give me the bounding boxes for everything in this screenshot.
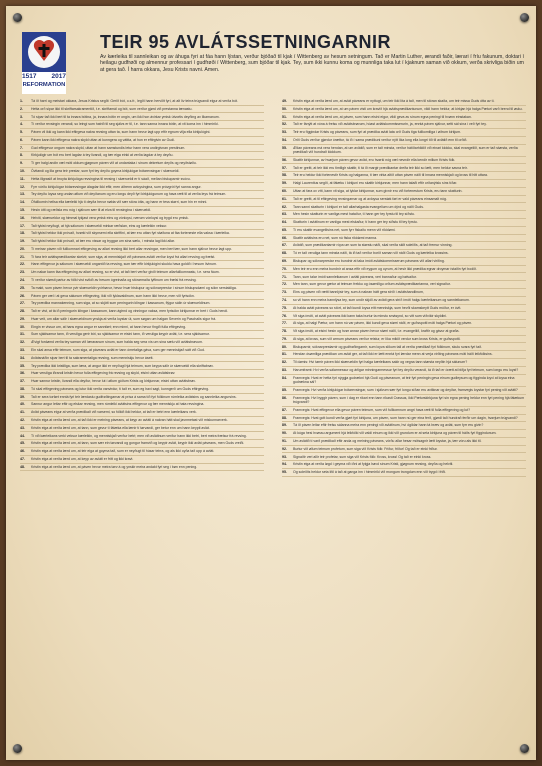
thesis-item [20, 356, 264, 363]
thesis-text: Signaðir veri allir teir profetar, sum siga við Krists fólk: Kross, kross! Og tað er einki kross. [293, 454, 432, 459]
thesis-text: Kristin eiga at verða lærd um, at teir eiga at goyma tað, sum er neyðugt til húsar teirra, og als ikki oyða tað upp á avlát. [31, 449, 215, 454]
thesis-item [282, 189, 526, 196]
thesis-item [20, 457, 264, 464]
thesis-number: 34. [20, 355, 25, 360]
thesis-number: 67. [282, 243, 287, 248]
thesis-number: 81. [282, 352, 287, 357]
thesis-text: Tað tykist heldur ikki próvað, hvørki við skynsemi ella skriftini, at tær eru uttan fyri støðuna at fáa forteneste ella vaksa í kærleika. [31, 231, 230, 236]
thesis-item [20, 130, 264, 137]
thesis-text: At siga, at halgi Pætur, um hann nú var páven, ikki kundi geva størri náði, er guðsspotti móti halga Pæturi og páven. [293, 321, 473, 326]
luther-rose-icon [22, 32, 66, 72]
thesis-text: Teir eru heldur ikki fortenestir Krists og halganna, tí tær virka altíð uttan páven náði til innara menniskjað og kross til hitt uttara. [293, 173, 488, 178]
thesis-number: 13. [20, 192, 25, 197]
thesis-text: Kristin eiga at verða lærd um, at um páven visti um kravið hjá avlátsprædikantunum, vildi hann heldur, at kirkjan hjá halga Pæturi varð brend til øsku. [293, 106, 523, 111]
thesis-number: 43. [20, 425, 25, 430]
thesis-text: Tey prædika mannakenning, sum siga, at so skjótt sum peningurin klingar í kassanum, flýgur sálin úr skærueldinum. [31, 301, 211, 306]
thesis-text: Ófullkomin heilsa ella kærleiki hjá tí deyða hevur nøkta við sær stóra ótta, og hann er tess størri, sum hin er minni. [31, 200, 208, 205]
thesis-item [282, 166, 526, 173]
thesis-text: Tó skal eftirgeving páveans og lutur ikki verða vanvirdur, tí tað er, sum eg havi sagt, kunngerð um Guds eftirgeving. [31, 386, 210, 391]
thesis-text: Hvør sannur kristin, livandi ella deyður, hevur lut í øllum góðum Krists og kirkjunnar, eisini uttan avlátsbrøv. [31, 379, 196, 384]
thesis-item [20, 200, 264, 207]
thesis-number: 84. [282, 375, 287, 380]
thesis-text: Eins og páven við rætti bannlýsir tey, sum á nakran hátt gera stríð í avlátshandlinum, [293, 290, 424, 295]
thesis-item [282, 251, 526, 258]
thesis-text: Tí við kærleikans verki veksur kærleikin, og menniskjað verður betri; men við avlátinum verður hann ikki betri, bert meira frælsur frá revsing. [31, 433, 247, 438]
thesis-text: Hetta orð sipar ikki til skriftarsakramentið, t.e. skriftamál og bót, sum verður gjørd við prestanna tænastu. [31, 106, 193, 111]
thesis-number: 6. [20, 137, 23, 142]
thesis-number: 66. [282, 235, 287, 240]
thesis-number: 95. [282, 470, 287, 475]
thesis-item [282, 107, 526, 114]
thesis-item [20, 286, 264, 293]
thesis-item [20, 185, 264, 192]
thesis-item [20, 371, 264, 378]
thesis-item [20, 122, 264, 129]
thesis-text: Eingin er vissur um, at hans egna angur er sannført; enn minni, at hann hevur fingið fulla eftirgeving. [31, 324, 187, 329]
thesis-item [20, 255, 264, 262]
thesis-number: 24. [20, 277, 25, 282]
thesis-number: 32. [20, 340, 25, 345]
thesis-text: Helviti, skærueldur og himmal tykjast vera ymisk eins og vónloysi, nærum vónloysi og trygd eru ymisk. [31, 215, 189, 220]
thesis-number: 75. [282, 305, 287, 310]
thesis-text: Hesin ótti og ræðsla eru nóg í sjálvum sær til at elva til revsingina í skærueldi. [31, 207, 152, 212]
year-right: 2017 [51, 73, 66, 80]
thesis-item [282, 290, 526, 297]
thesis-number: 57. [282, 165, 287, 170]
thesis-text: Kristin eiga at verða lærd um, at tann, sum gevur tí fátæka ella lænir tí tørvandi, ger betur enn um hann keypti avlát. [31, 425, 210, 430]
thesis-text: Avlátsnáðin sipar bert til ta sakramentaliga revsing, sum menniskju hevur ásett. [31, 355, 154, 360]
thesis-number: 60. [282, 189, 287, 193]
thesis-text: Kristin eiga at verða lærd um, at páven, sum hann eisini eigur, vildi geva av sínum egna peningi til hvønn einstakan. [293, 114, 472, 119]
thesis-number: 16. [20, 215, 25, 220]
thesis-number: 50. [282, 106, 287, 111]
thesis-item [282, 259, 526, 266]
thesis-number: 26. [20, 293, 25, 298]
thesis-item [282, 447, 526, 454]
thesis-item [20, 325, 264, 332]
thesis-text: Uttan at fara ov vítt, kann vit siga, at lyklar kirkjunnar, sum givnir eru við fortenestum Krists, eru tann skatturin. [293, 189, 463, 193]
thesis-text: Tað er sera torført enntá fyri teir lærdastu gudfrøðingarnar at prísa á sama tíð fyri fólkinum rúmleika avlátsins og sannleika angursins. [31, 394, 237, 399]
poster [6, 6, 536, 760]
thesis-number: 33. [20, 348, 25, 352]
thesis-text: Kristin eiga at verða lærd um, at tað ikki er meining páveans, at keyp av avláti á nakran hátt skal javnmetast við miskunnarverk. [31, 418, 228, 423]
thesis-number: 28. [20, 309, 25, 314]
thesis-number: 80. [282, 344, 287, 349]
thesis-text: Tann, sum talar ímóti sannleikanum í avláti páveans, veri bannaður og bølvaður. [293, 274, 417, 279]
thesis-number: 52. [282, 122, 287, 127]
thesis-item [282, 376, 526, 387]
thesis-number: 46. [20, 449, 25, 454]
thesis-text: Tí verður størsti partur av fólki víst svikið av hesum ógreinaða og stórarmaða lyftinum um frælsi frá revsing. [31, 277, 197, 282]
thesis-text: Men teir eru enn meira bundnir at ansa eftir við eygum og oyrum, at hesir ikki prædika egnar droymar ístaðin fyri bodið. [293, 266, 477, 271]
thesis-number: 58. [282, 173, 287, 178]
thesis-text: Hetta illgrasið at broyta kirkjulóga revsingina til revsing í skærueldi er tí sáað, meðan biskuparnir svóvu. [31, 176, 191, 181]
thesis-text: Og soleiðis heldur seta lítil á tað at ganga inn í himmiríki við mongum trongdum enn við trygd í friði. [293, 470, 447, 475]
thesis-item [282, 470, 526, 477]
thesis-number: 77. [282, 321, 287, 326]
thesis-number: 47. [20, 456, 25, 461]
thesis-item [20, 115, 264, 122]
thesis-number: 21. [20, 254, 25, 259]
thesis-number: 19. [20, 239, 25, 244]
theses-right-column [282, 99, 526, 478]
thesis-text: Biskupar og sóknarprestar eru bundnir at taka ímóti avlátskommisserum páveans við allari virðing. [293, 259, 445, 264]
thesis-number: 86. [282, 395, 287, 400]
thesis-item [20, 301, 264, 308]
thesis-text: Kristin eiga at verða lærd um, at keyp av avláti er frítt og ikki kravt. [31, 456, 134, 461]
thesis-number: 68. [282, 251, 287, 256]
thesis-number: 44. [20, 433, 25, 438]
thesis-item [282, 158, 526, 165]
thesis-number: 31. [20, 332, 25, 337]
thesis-number: 73. [282, 290, 287, 295]
thesis-item [282, 360, 526, 367]
thesis-number: 90. [282, 431, 287, 436]
thesis-text: Ætlan páveans má vera hendan, at um avlátið, sum er tað minsta, verður hátíðarhildið við einari klokku, skal evangeliið, sum er tað størsta, verða prædikað við hundrað klokkum. [293, 145, 518, 155]
thesis-item [20, 294, 264, 301]
thesis-text: Framvegis: Hvat gott kundi verða gjørt fyri kirkjuna, um páven, sum hann nú ger eina ferð, gjørdi tað hundrað ferðir um dagin, hvørjum trúgvandi? [293, 415, 518, 420]
thesis-number: 7. [20, 145, 23, 150]
thesis-number: 83. [282, 367, 287, 372]
thesis-item [282, 138, 526, 145]
thesis-number: 22. [20, 262, 25, 267]
thesis-text: Ein skal ansa eftir teimum, sum siga, at páveans avlát er tann ómetaliga gáva, sum ger menniskjað sátt við Gud. [31, 348, 205, 352]
thesis-item [20, 138, 264, 145]
thesis-item [282, 243, 526, 250]
thesis-item [282, 99, 526, 106]
page-title: TEIR 95 AVLÁTSSETNINGARNIR [100, 32, 392, 52]
thesis-text: Hann eftirgevur ja sálunum í skærueldi ongantíð ta revsing, sum tær eftir kirkjulógini skuldu hava goldið í hesum lívinum. [31, 262, 217, 267]
thesis-text: Biskuparnir, sóknarprestarnir og gudfrøðingarnir, sum loyva slíkum tali at verða prædikað fyri fólkinum, skulu svara fyri tað. [293, 344, 483, 349]
thesis-item [282, 431, 526, 438]
thesis-text: Tey deyðu loysa seg undan øllum við deyðanum og eru longu deyð fyri kirkjulógunum og hava rætt til at verða leys frá teimum. [31, 192, 227, 197]
thesis-item [282, 228, 526, 235]
thesis-text: Men hesin skatturin er vanliga mest hataður, tí hann ger tey fyrstu til tey síðstu. [293, 212, 415, 217]
thesis-number: 11. [20, 176, 25, 181]
nail-top-right [520, 13, 529, 22]
thesis-item [282, 115, 526, 122]
thesis-number: 49. [282, 99, 287, 103]
thesis-text: Burtur við øllum teimum profetum, sum siga við Krists fólk: Friður, friður! Og tað er einki friður. [293, 446, 438, 451]
thesis-number: 62. [282, 204, 287, 209]
thesis-item [20, 216, 264, 223]
thesis-text: Skatturin í avlátinum er vanliga mest elskaður, tí hann ger tey síðstu til tey fyrstu. [293, 220, 418, 225]
thesis-text: Tí meinar páven við fullkomnari eftirgeving av allari revsing ikki bert allar revsingar, men bert tær, sum hann sjálvur hevur lagt upp. [31, 246, 233, 251]
thesis-item [282, 220, 526, 227]
thesis-text: Tað tykist neyðugt, at hjá sálunum í skærueldi minkar ræðslan, eins og kærleikin veksur. [31, 223, 168, 228]
thesis-number: 71. [282, 274, 287, 279]
thesis-number: 61. [282, 196, 287, 201]
thesis-item [20, 348, 264, 355]
thesis-text: Tað er fánýtt at vóna á frelsu við avlátsbrøvum, hóast avlátskommisserurin, ja, enntá páven sjálvur, setti sál sína í veð fyri tey. [293, 122, 487, 127]
thesis-number: 36. [20, 371, 25, 376]
thesis-item [282, 146, 526, 157]
thesis-number: 40. [20, 402, 25, 407]
thesis-item [282, 321, 526, 328]
thesis-number: 30. [20, 324, 25, 329]
thesis-item [282, 396, 526, 407]
thesis-text: Skattir avlátsins eru net, sum nú fiska ríkidømi manna. [293, 235, 378, 240]
thesis-item [20, 99, 264, 106]
thesis-text: Tá ið páven leitar eftir frelsu sálanna meira enn peningi við avlátinum, hví ógildar hann tá bræv og avlát, sum fyrr eru givin? [293, 423, 484, 428]
thesis-item [20, 153, 264, 160]
thesis-item [282, 122, 526, 129]
thesis-number: 64. [282, 220, 287, 225]
theses-columns [20, 99, 526, 754]
thesis-text: Vit siga ímóti, at avlát páveans ikki kann taka burtur ta minstu smásynd, so vítt sum viðvíkir skyldini. [293, 313, 447, 318]
thesis-item [20, 410, 264, 417]
thesis-item [20, 107, 264, 114]
thesis-item [282, 267, 526, 274]
thesis-text: Men tann, sum gevur gætur at teimum frekku og ósømiligu orðum avlátsprædikantanna, veri signaður. [293, 282, 451, 287]
thesis-number: 27. [20, 301, 25, 306]
thesis-item [20, 247, 264, 254]
thesis-number: 17. [20, 223, 25, 228]
thesis-item [20, 161, 264, 168]
thesis-text: Tað er greitt, at teir ikki eru timiligir skattir, tí tá ið margir prædikantar dreifa teir ikki so lætt, men heldur savna teir. [293, 165, 468, 170]
thesis-text: Tað tykist heldur ikki próvað, at tær eru vissar og tryggar um sína sælu, í minsta lagi ikki allar. [31, 239, 175, 244]
intro-paragraph: Av kærleika til sannleikan og av áhuga fyri at fáa hann lýstan, verður bjóðað til kjak í Wittenberg av hesum setningum. Tað er Martin Luther, ærandi faðir, lærari í fríu fakunum, doktari í heilagu gudfrøði og almennur professari í gudfrøði í Wittenberg, sum bjóðar til kjak. Tey, sum ikki kunnu koma og munnliga taka lut í kjaknum saman við okkum, verða skrivliga biðin um at gera tað. Í harra okkara, Jesu Krists navni. Amen. [100, 54, 524, 73]
thesis-text: Ta makt, sum páven hevur yvir skærueldin yvirhøvur, hevur hvør biskupur og sóknarprestur í sínum biskupsdømi og sókn serstakliga. [31, 285, 237, 290]
thesis-item [282, 306, 526, 313]
thesis-text: Hvør veit, um allar sálir í skærueldinum ynskja at verða loystar út, sum søgan um halgan Severin og Paschalis sigur frá. [31, 316, 217, 321]
thesis-number: 74. [282, 297, 287, 302]
thesis-number: 56. [282, 157, 287, 162]
thesis-number: 55. [282, 145, 287, 150]
thesis-text: Gud eftirgevur ongum nakra skyld, uttan at hann samstundis letur hann vera undirgivnan prestinum. [31, 145, 186, 150]
thesis-text: so vil hann enn meira bannlýsa tey, sum undir skjóli av avláti gera stríð ímóti halgu kærleikanum og sannleikanum. [293, 297, 470, 302]
thesis-text: Tá ið harri og meistari okkara, Jesus Kristus segði: Gerið bót, o.s.fr., legði hann herviðt fyri, at alt lív teirra trúgvandi eigur at verða bót. [31, 99, 238, 103]
thesis-text: Kristin eiga at verða lærd um, at avlát páveans er nyttugt, um teir ikki líta á tað, men til stóran skaða, um teir missa Guds ótta av tí. [293, 99, 495, 103]
nail-top-left [13, 13, 22, 22]
thesis-item [20, 169, 264, 176]
thesis-text: Halgi Laurentius segði, at fátæku í kirkjuni eru skattir kirkjunnar, men hann talaði eftir orðanýtslu síns tíðar. [293, 181, 458, 186]
thesis-text: Orði Guds verður gjørdur órættur, tá ið í sama prædikuni verður nýtt líka long ella longri tíð til avlátið enn til orðið. [293, 137, 468, 142]
thesis-item [20, 278, 264, 285]
thesis-number: 89. [282, 423, 287, 428]
thesis-number: 51. [282, 114, 287, 119]
thesis-number: 9. [20, 161, 23, 166]
thesis-text: Kristin eiga at verða løgd í geyma við íðni at fylgja høvd sínum Kristi, gjøgnum revsing, deyða og helviti. [293, 462, 454, 467]
thesis-item [282, 462, 526, 469]
thesis-number: 87. [282, 407, 287, 412]
thesis-text: Tó sipar tað ikki bert til ta innara bótina, ja, innara bótin er ongin, um ikki hon ávirkar ymisk útvortis deyðing av likamanum. [31, 114, 220, 119]
thesis-text: Hendan ósømiliga prædikan um avlát ger, at tað ikki er lætt enntá fyri lærdar menn at verja virðing páveans móti háði leikfólksins. [293, 352, 493, 357]
thesis-item [20, 449, 264, 456]
thesis-text: Kristin eiga at verða lærd um, at tann, sum sær ein tørvandi og gongur framvið og keypir avlát, keypir ikki avlát páveans, men Guds vreiði. [31, 441, 245, 446]
thesis-text: Páven ger væl í at geva sálunum eftirgeving, ikki við lyklavaldinum, sum hann ikki hevur, men við fyrisókn. [31, 293, 195, 298]
thesis-item [20, 231, 264, 238]
thesis-text: Óvitandi og illa gera teir prestar, sum fyri tey deyðu goyma kirkjulógar bótarevsingar í skærueldi. [31, 169, 180, 174]
thesis-item [282, 130, 526, 137]
thesis-number: 93. [282, 454, 287, 459]
thesis-number: 41. [20, 410, 25, 415]
thesis-number: 15. [20, 207, 25, 212]
thesis-item [282, 275, 526, 282]
thesis-item [282, 455, 526, 462]
thesis-item [20, 309, 264, 316]
thesis-item [282, 212, 526, 219]
thesis-number: 45. [20, 441, 25, 446]
thesis-text: Kristin eiga at verða lærd um, at páven hevur meira tørv á og ynskir meira andakt fyri seg í bøn enn pening. [31, 464, 198, 469]
thesis-item [20, 418, 264, 425]
thesis-text: Páven vil ikki og kann ikki eftirgeva nakra revsing uttan ta, sum hann hevur lagt upp eftir egnum vilja ella kirkjulógini. [31, 130, 211, 135]
thesis-item [20, 379, 264, 386]
thesis-text: Tó er tað veruliga tann minsta náði, tá ið tað verður borið saman við náði Guds og kærleika krossins. [293, 251, 449, 256]
thesis-number: 23. [20, 270, 25, 275]
thesis-text: Sum sjáldsamur tann, ið veruliga gerir bót, so sjáldsamur er eisini tann, ið veruliga keypir avlát, t.e. sera sjáldsamur. [31, 332, 210, 337]
thesis-number: 20. [20, 246, 25, 251]
thesis-number: 85. [282, 387, 287, 392]
thesis-number: 48. [20, 464, 25, 469]
thesis-text: At kúga hesi hvøssu argument hjá leikfólki við valdi einum og ikki við grundum er at seta kirkjuna og páven til háðs fyri fíggindunum. [293, 431, 497, 436]
thesis-number: 37. [20, 379, 25, 384]
thesis-text: Um nakar kann fáa eftirgeving av allari revsing, so er vist, at tað bert verður givið teimum allarfullkomnastu, t.e. sera fáum. [31, 270, 220, 275]
thesis-text: Tí ger halgi andin væl móti okkum gjøgnum páven við at undantaka í sínum dekretum deyðs og neyðstøðu. [31, 161, 197, 166]
thesis-text: Páven kann ikki eftirgeva nakra skyld uttan at kunngera og váttta, at hon er eftirgivin av Gudi. [31, 137, 175, 142]
thesis-item [282, 439, 526, 446]
thesis-number: 39. [20, 394, 25, 399]
thesis-text: Ævigt fordømd verða tey saman við læraranum sínum, sum halda seg vera vís um sína sælu við avlátsbrøvum. [31, 340, 203, 345]
thesis-item [20, 441, 264, 448]
thesis-number: 29. [20, 316, 25, 321]
thesis-item [20, 192, 264, 199]
thesis-number: 79. [282, 336, 287, 341]
thesis-text: At halda avlát páveans so stórt, at tað kundi loysa eitt menniskja, sum hevði skamskeytt Guds móður, er óvit. [293, 305, 462, 310]
thesis-item [282, 298, 526, 305]
thesis-text: Avlát páveans eigur at verða prædikað við varsemi, so fólkið ikki heldur, at tað er betri enn kærleikans verk. [31, 410, 197, 415]
thesis-item [20, 340, 264, 347]
thesis-text: Harumframt: Hví verða sálarmessur og árligar minningarmessur fyri tey deyðu verandi, tá ið tað er órætt at biðja fyri teimum, sum longu eru loyst? [293, 367, 519, 372]
thesis-number: 38. [20, 386, 25, 391]
thesis-item [282, 197, 526, 204]
thesis-text: Teir eru fíggindar Krists og páveans, sum fyri at prædika avlát lata orð Guds tiga fullkomiliga í øðrum kirkjum. [293, 130, 462, 135]
thesis-item [20, 426, 264, 433]
thesis-number: 88. [282, 415, 287, 420]
thesis-number: 14. [20, 200, 25, 205]
thesis-item [20, 177, 264, 184]
thesis-item [282, 388, 526, 395]
thesis-item [282, 352, 526, 359]
thesis-number: 5. [20, 130, 23, 135]
thesis-item [282, 173, 526, 180]
thesis-number: 82. [282, 360, 287, 365]
thesis-item [282, 329, 526, 336]
thesis-item [20, 364, 264, 371]
thesis-text: Framvegis: Hví verða kirkjulógar bótarevsingar, sum í sjálvum sær fyri longu síðan eru avtiknar og deyðar, framvegis loystar fyri pening við avláti? [293, 387, 518, 392]
thesis-item [282, 337, 526, 344]
thesis-item [20, 332, 264, 339]
thesis-number: 18. [20, 231, 25, 236]
thesis-number: 25. [20, 285, 25, 290]
thesis-text: Avlátið, sum prædikantarnir rópa um sum ta størstu náði, skal verða skilt soleiðis, at tað fremur vinning. [293, 243, 453, 248]
thesis-text: Framvegis: Hvat eftirgevur ella gevur páven teimum, sum við fullkomnum angri hava rætt til fulla eftirgeving og lut? [293, 407, 471, 412]
thesis-text: Hvør veruliga iðrandi kristin hevur fulla eftirgeving frá revsing og skyld, eisini uttan avlátsbrøv. [31, 371, 176, 376]
thesis-number: 94. [282, 462, 287, 467]
thesis-number: 91. [282, 439, 287, 444]
thesis-number: 2. [20, 106, 23, 111]
thesis-number: 72. [282, 282, 287, 287]
thesis-text: Tað er vist, at tá ið peningurin klingar í kassanum, kann ágirnd og vinningur vaksa, men fyrisókn kirkjunnar er bert í Guds hendi. [31, 309, 229, 314]
thesis-text: Framvegis: Hvat er hetta fyri nýggja gudrækni hjá Gudi og páveanum, at teir fyri peningin geva einum gudleysum og fígginda loyvi at loysa eina gudrækna sál? [293, 375, 515, 385]
thesis-number: 92. [282, 446, 287, 451]
thesis-item [20, 270, 264, 277]
thesis-number: 8. [20, 153, 23, 158]
theses-left-column [20, 99, 264, 473]
thesis-text: At siga, at kross, sum við armum páveans verður reistur, er líka mikið verdur sum kross Krists, er guðsspotti. [293, 336, 461, 341]
thesis-item [20, 146, 264, 153]
thesis-item [20, 387, 264, 394]
thesis-item [282, 282, 526, 289]
thesis-item [20, 402, 264, 409]
thesis-item [20, 262, 264, 269]
thesis-number: 42. [20, 418, 25, 423]
thesis-text: Fyrr vórðu kirkjulógar bótarevsingar álagdar ikki eftir, men áðrenn avloysingina, sum próvgrót fyri sanna angur. [31, 184, 202, 189]
thesis-item [282, 368, 526, 375]
year-left: 1517 [22, 73, 37, 80]
thesis-item [20, 434, 264, 441]
thesis-number: 10. [20, 169, 25, 174]
thesis-text: Tann sanni skatturin í kirkjuni er tað allarhalgasta evangelium um dýrd og náði Guds. [293, 204, 424, 209]
thesis-text: Skattir kirkjunnar, av hvørjum páven gevur avlát, eru hvørki nóg væl nevndir ella kendir millum Krists fólk. [293, 157, 456, 162]
thesis-number: 65. [282, 227, 287, 232]
reformation-logo [22, 32, 66, 94]
thesis-number: 59. [282, 181, 287, 186]
thesis-number: 76. [282, 313, 287, 318]
thesis-text: Kirkjulógir um bót eru bert lagdar á tey livandi, og tær eiga einki at verða lagdar á tey deyðu. [31, 153, 174, 158]
thesis-number: 12. [20, 184, 25, 189]
thesis-text: Framvegis: Hví byggir páven, sum í dag er ríkari enn tann ríkasti Crassus, ikki Pæturskirkjuna fyri sín egna pening heldur enn fyri pening hjá fátækum trúgvandi? [293, 395, 525, 405]
thesis-number: 4. [20, 122, 23, 127]
thesis-item [20, 465, 264, 472]
thesis-item [282, 236, 526, 243]
thesis-item [20, 395, 264, 402]
thesis-number: 35. [20, 363, 25, 368]
thesis-number: 54. [282, 137, 287, 142]
thesis-item [20, 208, 264, 215]
thesis-item [282, 181, 526, 188]
thesis-text: Tað er greitt, at til eftirgeving revsingarnar og at avloysa serstøk føri er vald páveans einsamalt nóg. [293, 196, 447, 201]
thesis-item [20, 239, 264, 246]
thesis-item [20, 317, 264, 324]
thesis-text: Vit siga ímóti, at eisini hesin og hvør annar páven hevur størri náði, t.e. evangeliið, kraftir og gávur at grøða. [293, 329, 460, 334]
thesis-text: Tí verður revsingin verandi, so leingi sum hatrið til seg sjálvs er til, t.e. tann sanna innara bótin, at vit koma inn í himmiríki. [31, 122, 219, 127]
logo-label: REFORMATION [22, 82, 66, 88]
thesis-item [282, 314, 526, 321]
thesis-number: 3. [20, 114, 23, 119]
thesis-text: Til dømis: Hví tømir páven ikki skærueldin fyri halga kærleikans sakir og vegna tann størsta neyðin hjá sálunum? [293, 360, 468, 365]
thesis-text: Tí eru skattir evangeliisins net, sum fyrr fiskaðu menn við ríkidømi. [293, 227, 396, 232]
thesis-text: Tí fara teir avlátsprædikantar skeivir, sum siga, at menniskjað við páveans avlátí verður loyst frá allari revsing og frælst. [31, 254, 216, 259]
thesis-number: 53. [282, 130, 287, 135]
thesis-text: Sannur angur leitar eftir og elskar revsing, men rúmleiki avlátsins eftirgevur og fær menniskju at hata revsingina. [31, 402, 205, 407]
thesis-number: 1. [20, 99, 23, 103]
thesis-item [282, 345, 526, 352]
thesis-number: 70. [282, 266, 287, 271]
thesis-item [282, 423, 526, 430]
thesis-text: Um avlátið tí varð prædikað eftir anda og meining páveans, vórðu allar hesar mótsagnir lætt loystar, ja, tær vóru als ikki til. [293, 439, 482, 444]
thesis-number: 78. [282, 329, 287, 334]
thesis-number: 63. [282, 212, 287, 217]
thesis-item [282, 408, 526, 415]
thesis-text: Tey prædika ikki kristiliga, sum læra, at angur ikki er neyðugt hjá teimum, sum keypa sálir úr skærueldi ella skriftabrøv. [31, 363, 214, 368]
thesis-item [282, 205, 526, 212]
thesis-item [20, 224, 264, 231]
thesis-item [282, 416, 526, 423]
thesis-number: 69. [282, 259, 287, 264]
